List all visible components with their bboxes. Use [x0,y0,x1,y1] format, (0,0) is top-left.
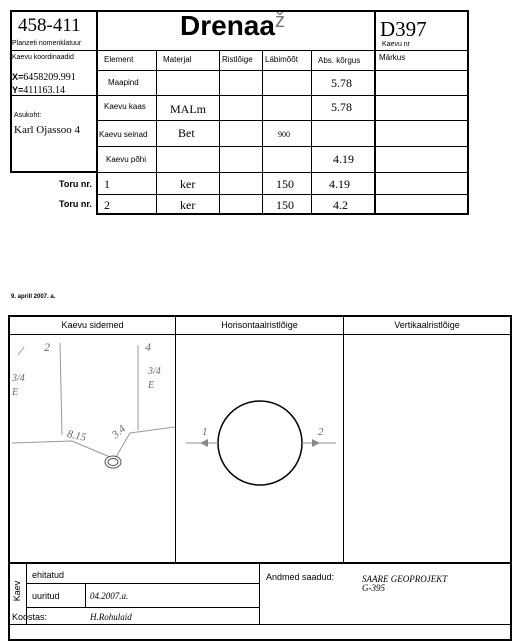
pipe-abs: 4.2 [333,198,348,212]
sketch-label-dist-b: 3.4 [109,422,128,442]
title-suffix: ž [274,10,285,32]
col-header-element: Element [104,55,134,64]
uuritud-label: uuritud [32,591,60,601]
nomenclature-label: Planzeti nomenklatuur [12,40,82,47]
coord-y-value: 411163.14 [23,85,66,96]
coord-x-label: X= [12,72,24,82]
sketch-label-left-side: 3/4 E [12,373,25,398]
row-element-label: Kaevu kaas [104,102,146,111]
andmed-value-2: G-395 [362,583,385,593]
col-header-markus: Märkus [379,53,406,62]
sketch-label-left-top: 2 [44,340,50,354]
diagram-frame [0,300,523,642]
well-number-label: Kaevu nr [382,41,411,48]
nomenclature-number: 458-411 [18,15,81,36]
pipe-number: 2 [104,198,110,212]
andmed-label: Andmed saadud: [266,572,335,582]
address-value: Karl Ojassoo 4 [14,124,80,136]
coord-y-label: Y= [12,85,24,95]
pipe-labimoot: 150 [276,198,294,212]
col-header-labimoot: Läbimõõt [265,55,298,64]
sketch-label-right-top: 4 [145,340,151,354]
col-horisontaalristloige: Horisontaalristlõige [221,320,298,330]
col-header-materjal: Materjal [163,55,192,64]
uuritud-value: 04.2007.a. [90,591,129,601]
koostas-value: H.Rohulaid [90,612,132,622]
sketch-label-right-side: 3/4 E [148,366,161,391]
coord-x-value: 6458209.991 [23,72,76,83]
col-vertikaalristloige: Vertikaalristlõige [394,320,460,330]
sketch-label-dist-a: 8.15 [65,428,88,444]
pipe-abs: 4.19 [329,177,350,191]
address-label: Asukoht: [14,112,42,119]
row-materjal-value: Bet [178,126,195,140]
pipe-materjal: ker [180,177,196,191]
horizontal-section-drawing [176,335,343,562]
coords-label: Kaevu koordinaadid [12,54,74,61]
date-label: 9. aprill 2007. a. [11,294,56,300]
andmed-value-1: SAARE GEOPROJEKT [362,574,448,584]
col-header-ristloige: Ristlõige [222,55,253,64]
row-labimoot-value: 900 [278,130,290,139]
arrow-label-2: 2 [318,426,324,438]
col-kaevu-sidemed: Kaevu sidemed [61,320,124,330]
pipe-label: Toru nr. [59,199,92,209]
row-materjal-value: MALm [170,102,206,116]
pipe-labimoot: 150 [276,177,294,191]
pipe-number: 1 [104,177,110,191]
row-abs-value: 5.78 [331,100,352,114]
well-card [0,0,523,222]
kaev-label: Kaev [12,580,22,602]
well-number: D397 [380,17,427,41]
title-text: Drenaa [180,10,275,41]
pipe-materjal: ker [180,198,196,212]
row-element-label: Maapind [108,78,139,87]
col-header-abs: Abs. kõrgus [318,56,361,65]
row-element-label: Kaevu seinad [99,130,148,139]
koostas-label: Koostas: [12,612,48,622]
ehitatud-label: ehitatud [32,570,65,580]
row-abs-value: 4.19 [333,152,354,166]
arrow-label-1: 1 [202,426,208,438]
coord-y [12,80,65,98]
row-abs-value: 5.78 [331,76,352,90]
row-element-label: Kaevu põhi [106,155,147,164]
page-title [180,10,310,42]
pipe-label: Toru nr. [59,179,92,189]
